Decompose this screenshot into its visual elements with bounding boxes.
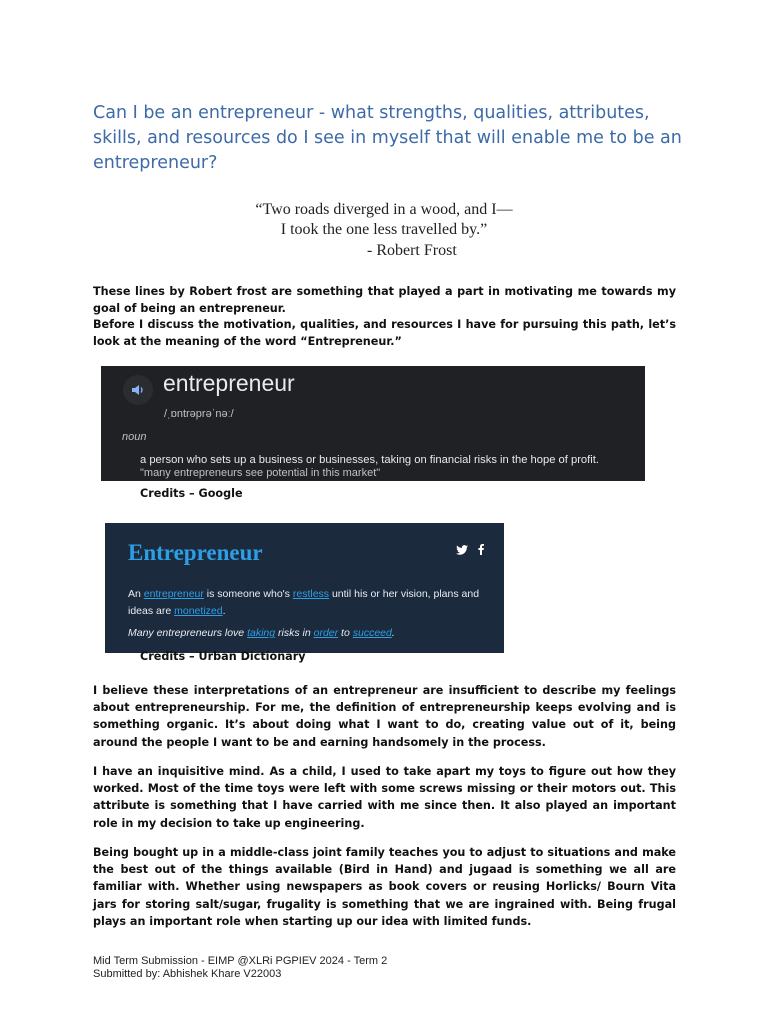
paragraph-interpretations: I believe these interpretations of an entrepreneur are insufficient to describe my feelings about entrepreneurship. For me, the definition of entrepreneurship keeps evolving and is something organic. It’s about doing what I want to do, creating value out of it, being around the people I want to be and earning handsomely in the process.	[93, 684, 676, 749]
link-entrepreneur[interactable]: entrepreneur	[143, 588, 204, 600]
link-restless[interactable]: restless	[292, 588, 330, 600]
def-text: until his or her vision, plans and ideas are	[128, 588, 480, 617]
paragraph-frugal	[93, 844, 676, 930]
part-of-speech: noun	[122, 431, 147, 443]
urban-dictionary-card	[105, 523, 504, 653]
paragraph-meaning: Before I discuss the motivation, qualities, and resources I have for pursuing this path, let’s look at the meaning of the word “Entrepreneur.”	[93, 318, 676, 349]
phonetic-text: /ˌɒntrəprəˈnəː/	[164, 408, 234, 420]
quote-line-1: “Two roads diverged in a wood, and I—	[255, 201, 513, 218]
link-succeed[interactable]: succeed	[352, 627, 392, 639]
quote-attribution: - Robert Frost	[367, 242, 457, 259]
credit-google: Credits – Google	[140, 487, 243, 500]
link-monetized[interactable]: monetized	[174, 605, 223, 617]
definition-word: entrepreneur	[163, 370, 295, 396]
page-title: Can I be an entrepreneur - what strengths, qualities, attributes, skills, and resources do I see in myself that will enable me to be an entrepreneur?	[93, 103, 682, 173]
urban-definition	[128, 586, 488, 620]
link-order[interactable]: order	[313, 627, 339, 639]
credit-urban-dictionary: Credits – Urban Dictionary	[140, 650, 306, 663]
example-text: Many entrepreneurs love	[128, 627, 248, 639]
speaker-icon[interactable]	[123, 375, 153, 405]
quote-line-2: I took the one less travelled by.”	[280, 221, 488, 238]
twitter-icon[interactable]	[456, 542, 468, 560]
example-text: "many entrepreneurs see potential in this market"	[140, 467, 381, 479]
page-footer	[93, 955, 387, 981]
emphasis-text: (Bird in Hand)	[338, 863, 433, 877]
footer-line-2: Submitted by: Abhishek Khare V22003	[93, 968, 282, 980]
def-text: is someone who's	[203, 588, 293, 600]
paragraph-text: Being bought up in a middle-class joint family teaches you to adjust to situations and make the best out of the things available	[93, 846, 676, 877]
paragraph-text: and jugaad is something we all are familiar with. Whether using newspapers as book covers or reusing Horlicks/ Bourn Vita jars for storing salt/sugar, frugality is something that we are ingrained with. Being frugal plays an important role when starting up our idea with limited funds.	[93, 863, 676, 928]
paragraph-intro: These lines by Robert frost are something that played a part in motivating me towards my goal of being an entrepreneur.	[93, 285, 676, 316]
urban-word: Entrepreneur	[128, 540, 263, 565]
google-definition-card	[101, 366, 645, 481]
definition-text: a person who sets up a business or businesses, taking on financial risks in the hope of profit.	[140, 454, 599, 466]
facebook-icon[interactable]	[478, 542, 484, 560]
example-text: to	[338, 627, 353, 639]
example-text: risks in	[275, 627, 314, 639]
paragraph-inquisitive: I have an inquisitive mind. As a child, I used to take apart my toys to figure out how they worked. Most of the time toys were left with some screws missing or their motors out. This attribute is something that I have carried with me since then. It also played an important role in my decision to take up engineering.	[93, 765, 676, 830]
example-text: .	[391, 627, 395, 639]
def-text: .	[222, 605, 226, 617]
footer-line-1: Mid Term Submission - EIMP @XLRi PGPIEV 2024 - Term 2	[93, 955, 388, 967]
def-text: An	[128, 588, 144, 600]
urban-example	[128, 627, 488, 639]
link-taking[interactable]: taking	[247, 627, 276, 639]
